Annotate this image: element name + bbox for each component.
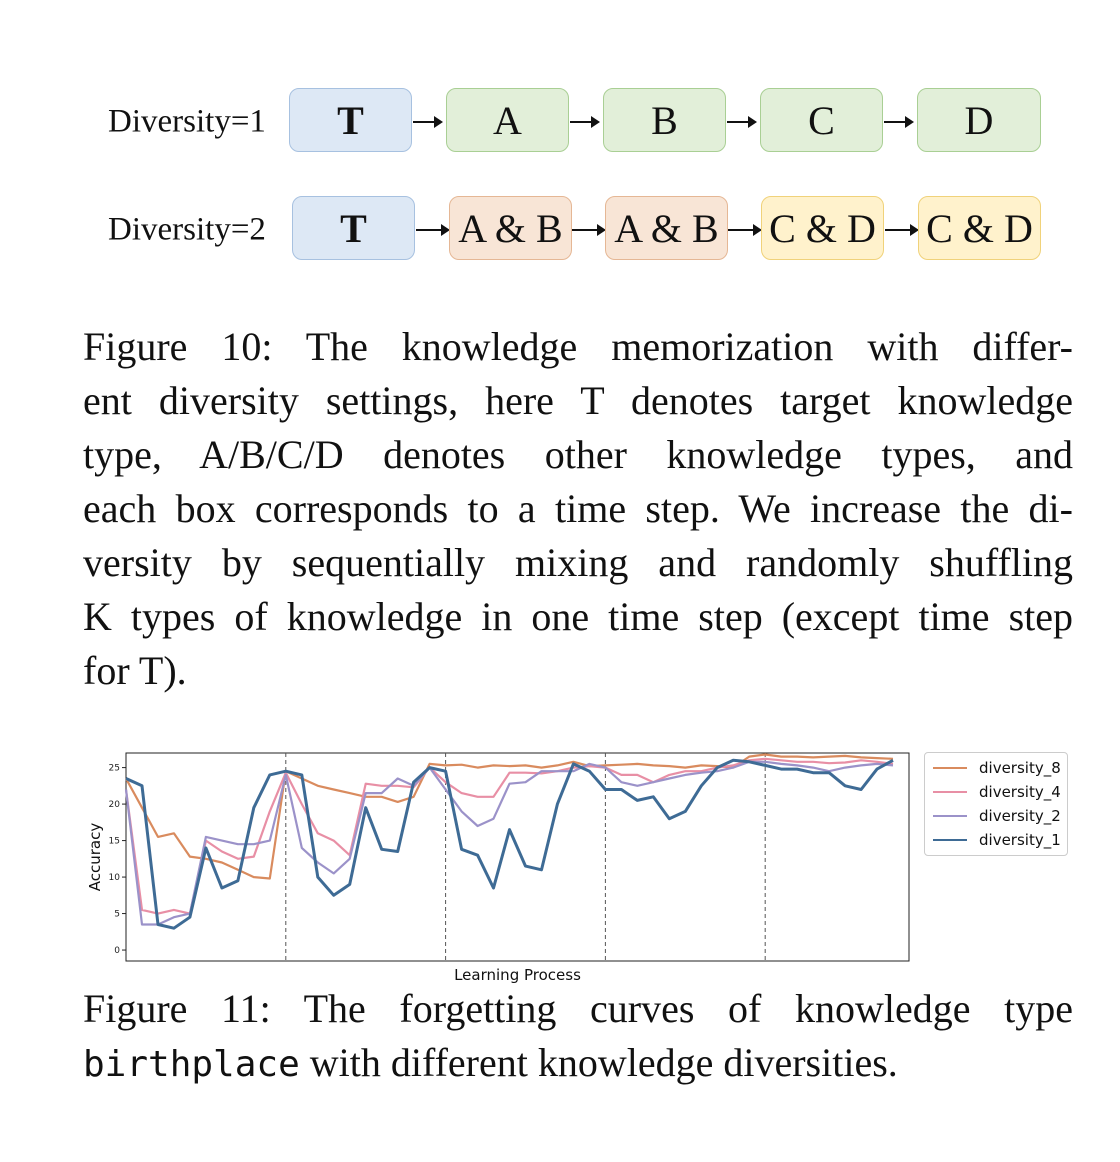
time-step-box: D: [917, 88, 1041, 152]
time-step-box: C & D: [918, 196, 1041, 260]
legend-label: diversity_1: [979, 831, 1061, 849]
legend-label: diversity_4: [979, 783, 1061, 801]
legend-item: [933, 829, 1061, 851]
caption-line: ent diversity settings, here T denotes target knowledge: [83, 378, 1073, 423]
arrow-icon: [885, 229, 917, 231]
time-step-box: B: [603, 88, 726, 152]
legend-label: diversity_2: [979, 807, 1061, 825]
legend-label: diversity_8: [979, 759, 1061, 777]
time-step-box: A & B: [449, 196, 572, 260]
legend-swatch: [933, 815, 967, 817]
y-tick-label: 25: [108, 763, 120, 774]
caption-line: K types of knowledge in one time step (except time step: [83, 594, 1073, 639]
target-box: T: [289, 88, 412, 152]
y-axis-label: Accuracy: [86, 822, 104, 892]
arrow-icon: [884, 121, 912, 123]
y-tick-label: 10: [108, 873, 120, 884]
time-step-box: C & D: [761, 196, 884, 260]
arrow-icon: [728, 229, 760, 231]
legend-swatch: [933, 791, 967, 793]
y-tick-label: 20: [108, 800, 120, 811]
caption-line: Figure 11: The forgetting curves of knowledge type: [83, 986, 1073, 1031]
y-tick-label: 15: [108, 836, 120, 847]
legend-swatch: [933, 767, 967, 769]
figure-11-caption: [83, 982, 1073, 1092]
time-step-box: C: [760, 88, 883, 152]
row-label: Diversity=2: [108, 211, 266, 248]
y-tick-label: 0: [114, 946, 120, 957]
caption-line: Figure 10: The knowledge memorization with differ-: [83, 324, 1073, 369]
arrow-icon: [727, 121, 755, 123]
arrow-icon: [413, 121, 441, 123]
diversity-1-row: [108, 88, 1048, 156]
chart-legend: [924, 752, 1068, 856]
x-axis-label: Learning Process: [454, 966, 581, 984]
legend-swatch: [933, 839, 967, 841]
caption-line: for T).: [83, 648, 187, 693]
arrow-icon: [570, 121, 598, 123]
target-box: T: [292, 196, 415, 260]
y-tick-label: 5: [114, 909, 120, 920]
caption-line: [83, 1036, 1073, 1092]
caption-line: each box corresponds to a time step. We increase the di-: [83, 486, 1073, 531]
time-step-box: A: [446, 88, 569, 152]
code-term: birthplace: [83, 1044, 300, 1085]
arrow-icon: [416, 229, 448, 231]
legend-item: [933, 757, 1061, 779]
caption-text: with different knowledge diversities.: [299, 1040, 898, 1085]
row-label: Diversity=1: [108, 103, 266, 140]
caption-line: type, A/B/C/D denotes other knowledge types, and: [83, 432, 1073, 477]
forgetting-curves-chart: [80, 745, 920, 985]
diversity-2-row: [108, 196, 1048, 264]
time-step-box: A & B: [605, 196, 728, 260]
caption-line: versity by sequentially mixing and randomly shuffling: [83, 540, 1073, 585]
legend-item: [933, 781, 1061, 803]
arrow-icon: [572, 229, 604, 231]
legend-item: [933, 805, 1061, 827]
figure-10-caption: [83, 320, 1073, 698]
